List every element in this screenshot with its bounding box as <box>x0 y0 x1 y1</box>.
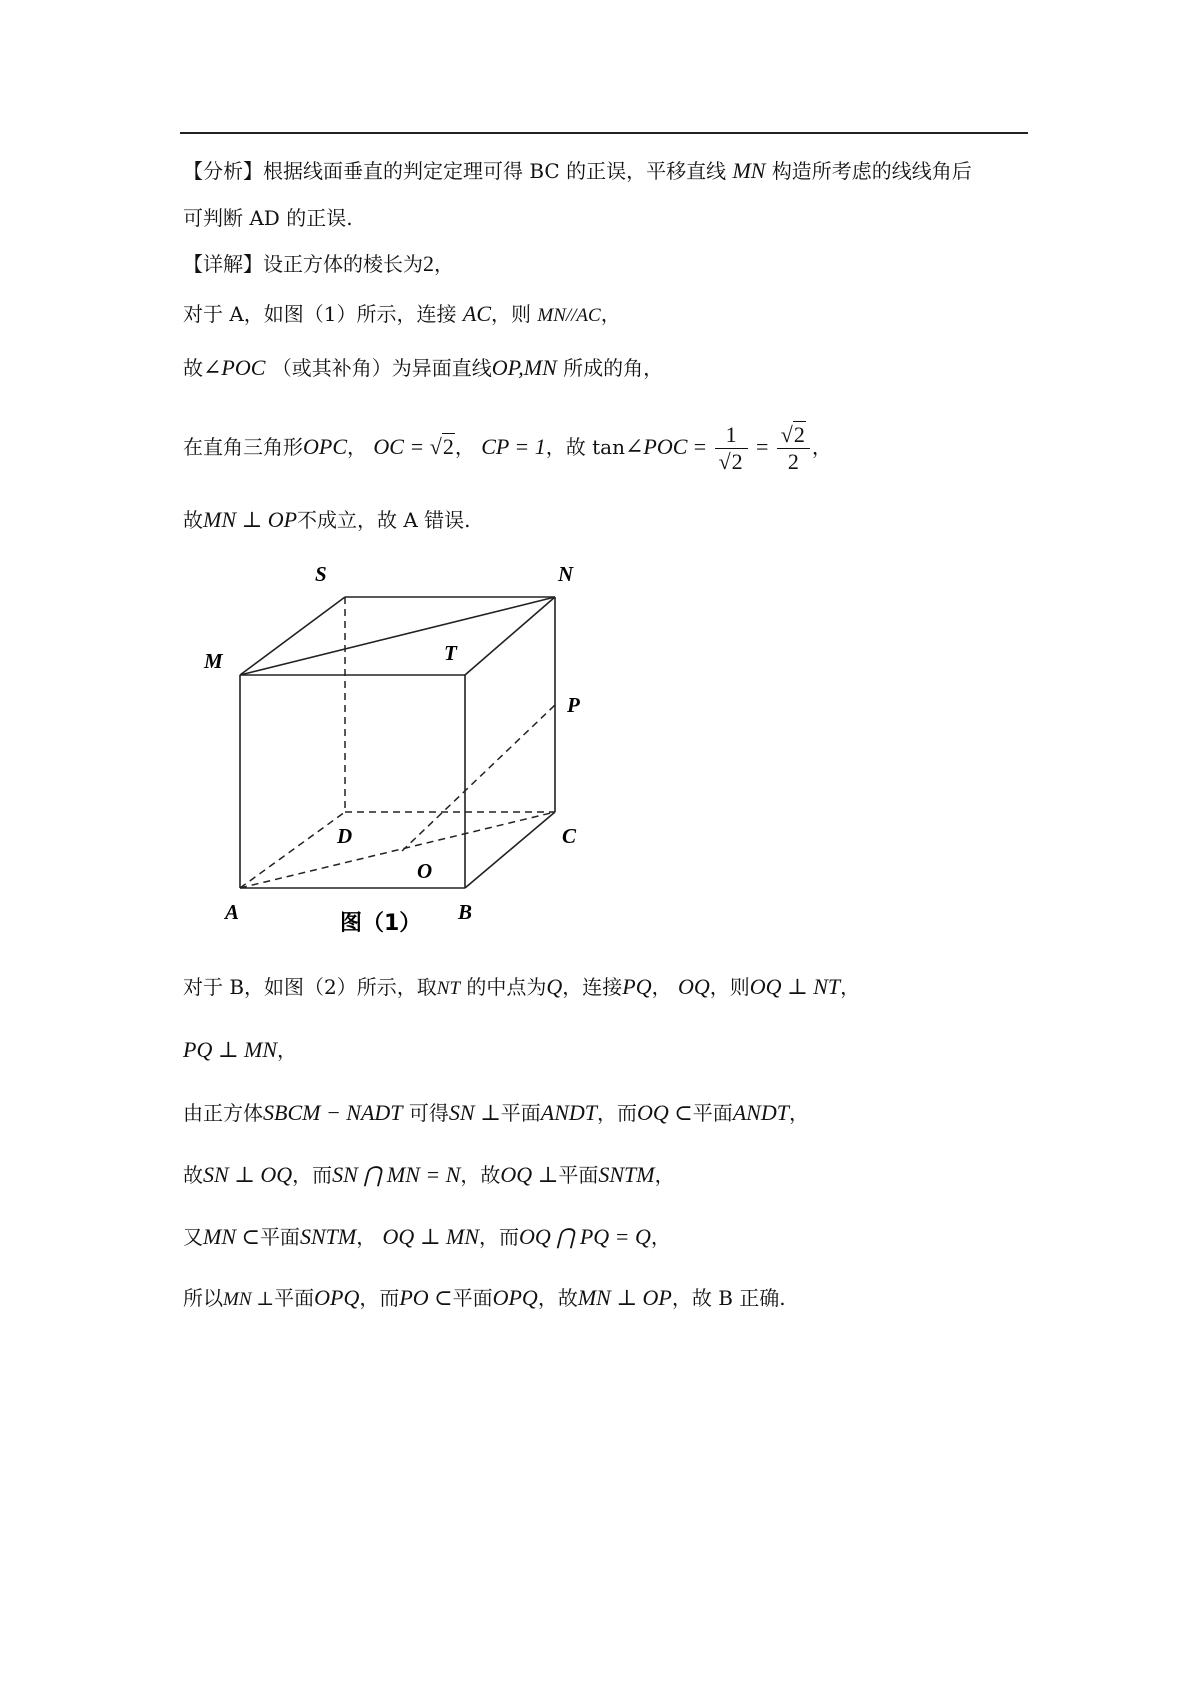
text: 所以 <box>183 1286 223 1310</box>
text: 对于 A，如图（1）所示，连接 <box>183 302 457 326</box>
text: ，而 <box>597 1101 638 1125</box>
analysis-text: 【分析】根据线面垂直的判定定理可得 BC 的正误，平移直线 <box>183 159 727 183</box>
math-op-mn: OP,MN <box>491 355 557 380</box>
text: ，故 tan <box>545 435 625 459</box>
text: ， <box>454 435 475 459</box>
math-q: Q <box>546 974 563 999</box>
text: 故 <box>183 508 203 532</box>
part-b-line-3 <box>183 1099 809 1127</box>
text: 在直角三角形 <box>183 435 303 459</box>
math-oq-perp-mn: OQ ⊥ MN <box>382 1224 480 1249</box>
math-po-subset: PO ⊂ <box>399 1285 453 1310</box>
math-cube-name: SBCM − NADT <box>263 1100 403 1125</box>
text: 平面 <box>259 1225 300 1249</box>
text: 的中点为 <box>466 975 547 999</box>
numerator: 1 <box>715 422 748 449</box>
text: 故 <box>183 356 203 380</box>
text: ，而 <box>479 1225 520 1249</box>
part-b-line-4 <box>183 1161 675 1189</box>
text: ， <box>788 1101 809 1125</box>
detail-tail: ， <box>434 252 454 276</box>
text: ， <box>347 435 367 459</box>
analysis-text-tail: 构造所考虑的线线角后 <box>771 159 972 183</box>
edge-ad-hidden <box>240 812 345 888</box>
math-oq-perp: OQ ⊥ <box>500 1162 559 1187</box>
part-b-line-2 <box>183 1036 297 1064</box>
equals: = <box>756 434 769 459</box>
math-opq: OPQ <box>314 1285 360 1310</box>
label-t: T <box>444 641 457 665</box>
math-nt: NT <box>436 978 461 999</box>
math-sn-perp-oq: SN ⊥ OQ <box>203 1162 293 1187</box>
math-mn-perp-op: MN ⊥ OP <box>203 507 298 532</box>
text: ，故 <box>537 1286 578 1310</box>
math-sn-cap-mn: SN ⋂ MN = N <box>332 1162 461 1187</box>
sqrt-radicand: 2 <box>731 449 743 474</box>
segment-ac-hidden <box>240 812 555 888</box>
denominator: √2 <box>718 449 743 474</box>
text: 平面 <box>500 1101 541 1125</box>
label-b: B <box>458 900 473 924</box>
math-opc: OPC <box>303 434 347 459</box>
math-oq: OQ <box>677 974 710 999</box>
text: 不成立，故 A 错误. <box>297 508 471 532</box>
text: 平面 <box>558 1163 599 1187</box>
label-s: S <box>315 562 327 586</box>
text: ， <box>651 975 672 999</box>
text: ，则 <box>491 302 532 326</box>
part-b-line-1 <box>183 973 860 1003</box>
segment-op-hidden <box>402 705 555 851</box>
segment-mn <box>240 597 555 675</box>
sqrt-2: √2 <box>429 434 454 459</box>
text: 平面 <box>274 1286 315 1310</box>
math-angle-poc-2: ∠POC <box>624 434 688 459</box>
text: ，而 <box>359 1286 400 1310</box>
text: ，而 <box>292 1163 333 1187</box>
text: ， <box>840 975 861 999</box>
text: 又 <box>183 1225 203 1249</box>
text: ，连接 <box>562 975 623 999</box>
math-mn-parallel-ac: MN//AC <box>537 305 601 326</box>
label-a: A <box>225 900 240 924</box>
math-cp: CP = 1 <box>481 434 546 459</box>
text: 对于 B，如图（2）所示，取 <box>183 975 437 999</box>
label-p: P <box>567 693 580 717</box>
math-sntm: SNTM <box>598 1162 655 1187</box>
math-pq: PQ <box>622 974 652 999</box>
text: 由正方体 <box>183 1101 263 1125</box>
sqrt-radicand: 2 <box>442 434 454 459</box>
math-oq-cap-pq: OQ ⋂ PQ = Q <box>519 1224 651 1249</box>
edge-length: 2 <box>423 251 434 276</box>
figure-1-caption: 图（1） <box>340 911 422 936</box>
label-o: O <box>417 859 433 883</box>
equals: = <box>693 434 707 459</box>
math-oq-subset: OQ ⊂ <box>637 1100 693 1125</box>
text: ，则 <box>709 975 750 999</box>
label-n: N <box>558 562 574 586</box>
math-mn-perp-op: MN ⊥ OP <box>577 1285 672 1310</box>
denominator: 2 <box>787 449 799 474</box>
text: （或其补角）为异面直线 <box>271 356 492 380</box>
math-oc: OC = <box>373 434 430 459</box>
edge-ms <box>240 597 345 675</box>
label-m: M <box>204 649 223 673</box>
math-mn-subset: MN ⊂ <box>203 1224 260 1249</box>
math-oq-perp-nt: OQ ⊥ NT <box>749 974 841 999</box>
part-b-line-6 <box>183 1284 786 1314</box>
numerator: √2 <box>777 422 810 449</box>
analysis-text-2: 可判断 AD 的正误. <box>183 206 353 230</box>
text: ， <box>600 302 621 326</box>
text: 平面 <box>692 1101 733 1125</box>
math-andt: ANDT <box>540 1100 598 1125</box>
text: ， <box>650 1225 671 1249</box>
math-mn-perp: MN ⊥ <box>223 1289 275 1310</box>
text: ，故 B 正确. <box>671 1286 786 1310</box>
math-andt: ANDT <box>732 1100 789 1125</box>
text: 可得 <box>408 1101 449 1125</box>
text: 所成的角， <box>563 356 664 380</box>
text: ， <box>811 435 832 459</box>
math-ac: AC <box>462 301 492 326</box>
text: 故 <box>183 1163 203 1187</box>
text: ， <box>356 1225 377 1249</box>
text: ，故 <box>460 1163 501 1187</box>
text: 平面 <box>452 1286 493 1310</box>
sqrt-radicand: 2 <box>793 422 805 447</box>
detail-text: 【详解】设正方体的棱长为 <box>183 252 423 276</box>
math-pq-perp-mn: PQ ⊥ MN <box>183 1037 278 1062</box>
label-d: D <box>337 824 353 848</box>
math-angle-poc: ∠POC <box>203 355 266 380</box>
text: ， <box>654 1163 675 1187</box>
math-mn: MN <box>732 158 766 183</box>
part-b-line-5 <box>183 1223 671 1251</box>
math-opq: OPQ <box>492 1285 538 1310</box>
math-sn-perp: SN ⊥ <box>448 1100 501 1125</box>
label-c: C <box>562 824 577 848</box>
text: ， <box>277 1038 298 1062</box>
math-sntm: SNTM <box>299 1224 357 1249</box>
